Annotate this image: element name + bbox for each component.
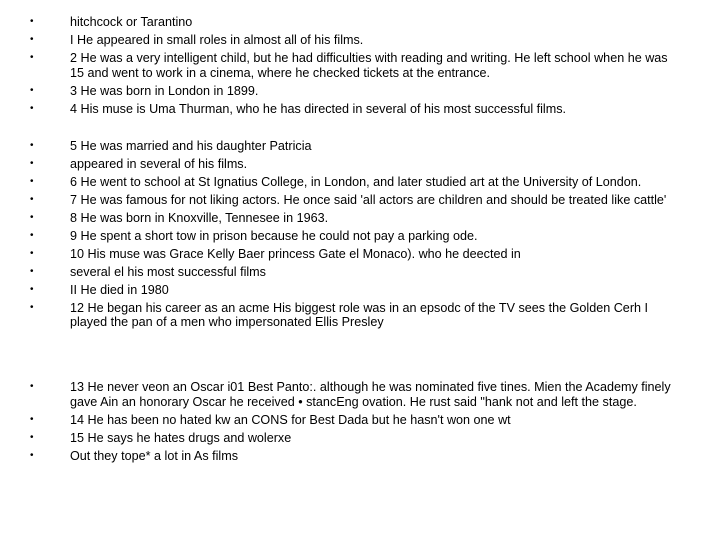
list-item-text: several el his most successful films <box>70 264 266 279</box>
bullet-icon: • <box>30 301 34 313</box>
list-item-text: Out they tope* a lot in As films <box>70 448 238 463</box>
list-item-text: I He appeared in small roles in almost all of his films. <box>70 32 364 47</box>
bullet-icon: • <box>30 381 34 392</box>
bullet-icon: • <box>30 265 34 277</box>
list-item <box>30 283 680 298</box>
list-item <box>30 211 680 226</box>
bullet-icon: • <box>30 247 34 259</box>
list-item-text: 3 He was born in London in 1899. <box>70 83 259 98</box>
bullet-icon: • <box>30 211 34 223</box>
bullet-icon: • <box>30 84 34 96</box>
list-item-text: 2 He was a very intelligent child, but he had difficulties with reading and writing. He left school when he was 15 and went to work in a cinema, where he checked tickets at the entrance. <box>70 50 668 80</box>
list-item <box>30 15 680 30</box>
list-item-text: appeared in several of his films. <box>70 156 248 171</box>
list-item <box>30 413 680 428</box>
list-item-text: 13 He never veon an Oscar i01 Best Panto:. although he was nominated five tines. Mien the Academy finely gave Ain an honorary Oscar he received • stancEng ovation. He rust said "hank not and left the stage. <box>70 380 671 409</box>
list-item <box>30 247 680 262</box>
list-item-text: II He died in 1980 <box>70 282 169 297</box>
list-item <box>30 33 680 48</box>
list-item <box>30 229 680 244</box>
bullet-icon: • <box>30 229 34 241</box>
bullet-icon: • <box>30 283 34 295</box>
list-item-text: 4 His muse is Uma Thurman, who he has directed in several of his most successful films. <box>70 101 567 116</box>
bullet-icon: • <box>30 431 34 443</box>
bullet-icon: • <box>30 193 34 205</box>
list-item <box>30 193 680 208</box>
bullet-icon: • <box>30 449 34 461</box>
list-item-text: 15 He says he hates drugs and wolerxe <box>70 430 292 445</box>
bullet-icon: • <box>30 157 34 169</box>
list-item <box>30 175 680 190</box>
list-item-text: hitchcock or Tarantino <box>70 15 193 29</box>
list-item <box>30 157 680 172</box>
bullet-group-2 <box>30 139 680 333</box>
list-item <box>30 102 680 117</box>
list-item-text: 5 He was married and his daughter Patricia <box>70 139 312 153</box>
list-item <box>30 431 680 446</box>
bullet-icon: • <box>30 16 34 27</box>
list-item-text: 6 He went to school at St Ignatius College, in London, and later studied art at the University of London. <box>70 174 642 189</box>
bullet-icon: • <box>30 102 34 114</box>
list-item <box>30 139 680 154</box>
bullet-icon: • <box>30 33 34 45</box>
list-item <box>30 265 680 280</box>
list-item-text: 9 He spent a short tow in prison because he could not pay a parking ode. <box>70 228 478 243</box>
bullet-icon: • <box>30 51 34 63</box>
list-item <box>30 449 680 464</box>
bullet-group-1 <box>30 15 680 120</box>
list-item-text: 14 He has been no hated kw an CONS for Best Dada but he hasn't won one wt <box>70 412 511 427</box>
list-item <box>30 84 680 99</box>
list-item-text: 7 He was famous for not liking actors. He once said 'all actors are children and should be treated like cattle' <box>70 192 667 207</box>
list-item-text: 10 His muse was Grace Kelly Baer princess Gate el Monaco). who he deected in <box>70 246 521 261</box>
bullet-icon: • <box>30 140 34 151</box>
list-item <box>30 301 680 330</box>
bullet-icon: • <box>30 175 34 187</box>
list-item-text: 8 He was born in Knoxville, Tennesee in 1963. <box>70 210 329 225</box>
list-item-text: 12 He began his career as an acme His biggest role was in an epsodc of the TV sees the Golden Cerh I played the pan of a men who impersonated Ellis Presley <box>70 300 649 330</box>
list-item <box>30 51 680 80</box>
list-item <box>30 380 680 409</box>
bullet-icon: • <box>30 413 34 425</box>
bullet-group-3 <box>30 380 680 467</box>
